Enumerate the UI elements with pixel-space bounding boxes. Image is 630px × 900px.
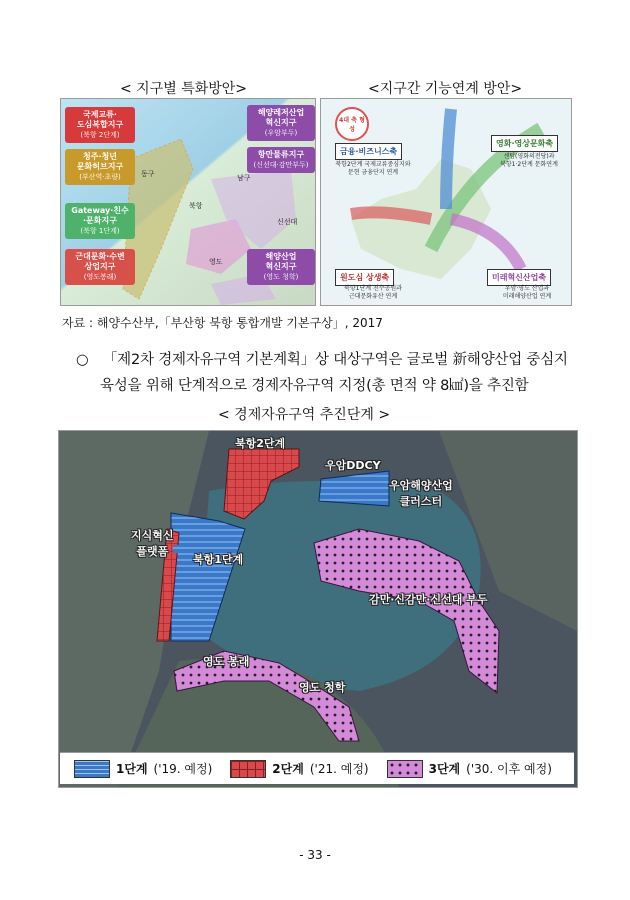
label-sub: (영도봉래): [83, 273, 117, 281]
label-sub: (부산역·초량): [79, 173, 121, 181]
center-badge: 4대 축 형성: [335, 107, 369, 141]
place-sinseondae: 신선대: [277, 218, 298, 226]
label-gamman-piers: 감만·신감만·신선대 부두: [369, 593, 488, 606]
label-knowledge-platform: 지식혁신 플랫폼: [131, 529, 174, 558]
paragraph-line-1: [76, 348, 568, 369]
figure-right-title: <지구간 기능연계 방안>: [368, 81, 523, 97]
legend-stage2-note: ('21. 예정): [309, 762, 369, 776]
place-donggu: 동구: [141, 170, 155, 178]
axis-old-downtown-sub: 북항1단계 친수공원과 근대문화유산 연계: [344, 285, 402, 300]
label-title: 항만물류지구: [257, 150, 305, 159]
label-bukhang2-district: [65, 107, 135, 143]
district-linkage-map: [320, 98, 572, 306]
axis-future-industry: 미래혁신산업축: [487, 269, 551, 286]
axis-film-sub: 센텀(영화의전당)과 북항1·2단계 문화연계: [500, 153, 558, 168]
legend-stage2-swatch: [230, 760, 266, 778]
label-bukhang1-district: [65, 203, 135, 239]
legend-stage1: [74, 760, 212, 778]
legend-stage1-swatch: [74, 760, 110, 778]
label-title: 청주·청년 문화허브지구: [76, 152, 124, 171]
legend-stage3: [387, 760, 552, 778]
paragraph-text-1: 「제2차 경제자유구역 기본계획」상 대상구역은 글로벌 新해양산업 중심지: [102, 352, 568, 368]
page-number: - 33 -: [299, 848, 331, 862]
legend-stage2-label: 2단계: [272, 762, 304, 776]
label-title: 해양산업 혁신지구: [265, 252, 297, 271]
legend-stage2: [230, 760, 368, 778]
label-yeongdo-cheonghak-district: [247, 249, 315, 285]
label-sub: (영도 청학): [263, 273, 299, 281]
label-woom-dcy: 우암DDCY: [325, 459, 381, 472]
axis-old-downtown: 원도심 상생축: [335, 269, 394, 286]
label-title: 해양레저산업 혁신지구: [257, 108, 305, 127]
label-busan-station-district: [65, 149, 135, 185]
place-yeongdo: 영도: [209, 258, 223, 266]
figure-left-title: < 지구별 특화방안>: [120, 81, 248, 97]
label-title: 근대문화·수변 상업지구: [75, 252, 125, 271]
label-port-logistics-district: [247, 147, 315, 173]
label-sub: (북항 1단계): [80, 227, 120, 235]
label-sub: (북항 2단계): [80, 131, 120, 139]
label-yeongdo-cheonghak: 영도 청학: [299, 681, 346, 694]
label-woom-district: [247, 105, 315, 141]
fez-stage-map: [58, 430, 578, 788]
paragraph-line-2: 육성을 위해 단계적으로 경제자유구역 지정(총 면적 약 8㎢)을 추진함: [100, 378, 529, 394]
fez-stage-legend: [60, 752, 574, 784]
label-sub: (우암부두): [264, 129, 298, 137]
legend-stage3-swatch: [387, 760, 423, 778]
label-bukhang2: 북항2단계: [235, 437, 286, 450]
label-bukhang1: 북항1단계: [193, 553, 244, 566]
district-specialization-map: [60, 98, 316, 306]
figure-source: 자료 : 해양수산부,「부산항 북항 통합개발 기본구상」, 2017: [62, 316, 383, 330]
bullet: ○: [76, 352, 89, 368]
label-sub: (신선대·감만부두): [253, 161, 309, 169]
label-title: 국제교류· 도심복합지구: [76, 110, 124, 129]
label-yeongdo-bongrae-district: [65, 249, 135, 285]
figure2-title: < 경제자유구역 추진단계 >: [218, 407, 391, 423]
legend-stage3-note: ('30. 이후 예정): [466, 762, 552, 776]
legend-stage3-label: 3단계: [428, 762, 461, 776]
axis-finance-sub: 북항2단계 국제교류중심지와 문현 금융단지 연계: [335, 161, 411, 176]
legend-stage1-note: ('19. 예정): [153, 762, 213, 776]
label-title: Gateway·친수 ·문화지구: [71, 206, 129, 225]
legend-stage1-label: 1단계: [116, 762, 148, 776]
label-yeongdo-bongrae: 영도 봉래: [203, 655, 250, 668]
place-namgu: 남구: [237, 174, 251, 182]
axis-future-sub: 우암·영도 산업과 미래해양산업 연계: [502, 285, 552, 300]
place-bukhang: 북항: [189, 202, 203, 210]
label-woom-cluster: 우암해양산업 클러스터: [389, 479, 453, 508]
axis-film-culture: 영화·영상문화축: [491, 135, 558, 152]
axis-finance-business: 금융·비즈니스축: [335, 143, 402, 160]
fez-stage-shapes: [59, 431, 577, 787]
